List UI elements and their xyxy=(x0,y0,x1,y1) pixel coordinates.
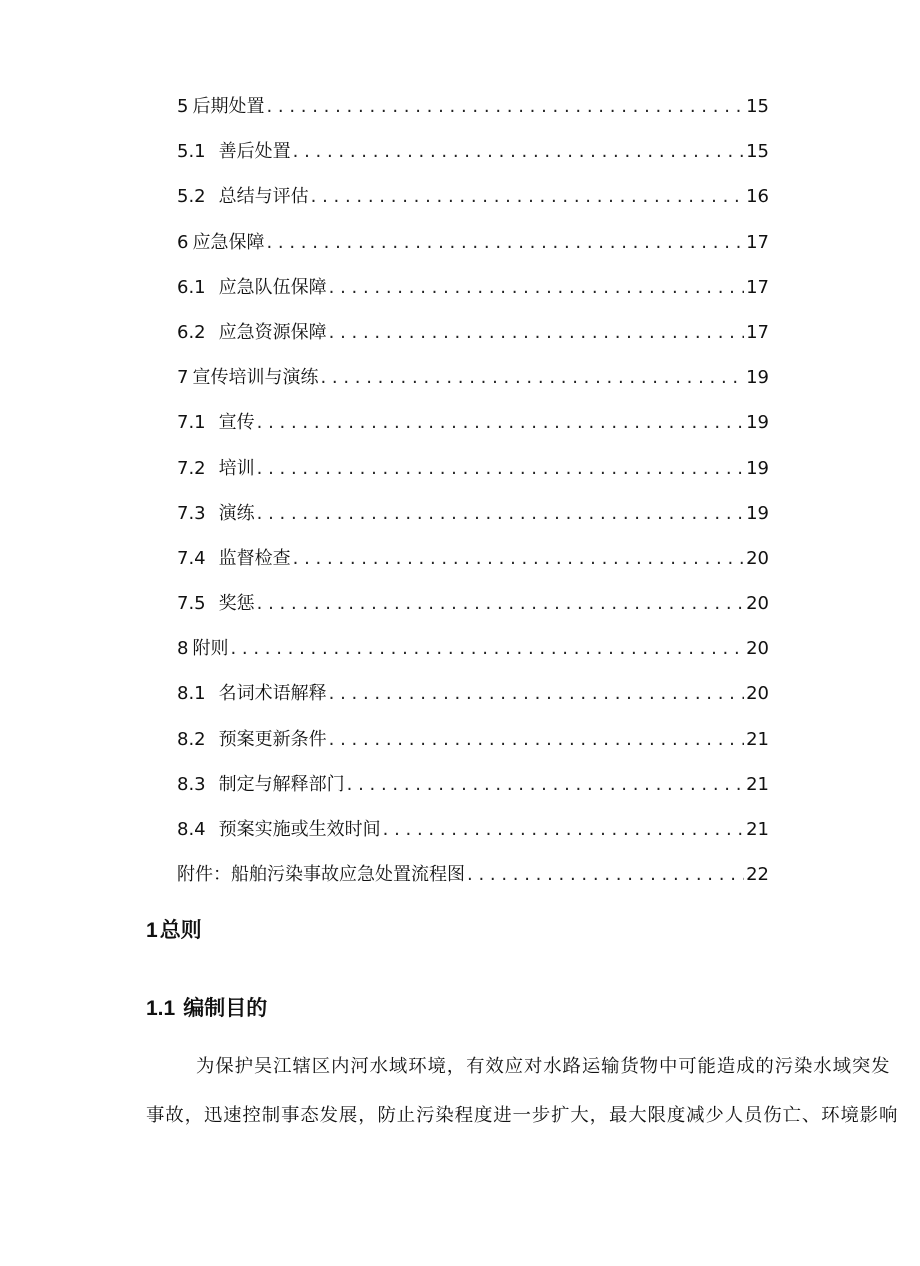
toc-entry-title: 宣传培训与演练 xyxy=(192,367,319,389)
toc-entry-number: 8.3 xyxy=(177,773,206,795)
toc-page-number: 20 xyxy=(746,547,769,569)
toc-entry-title: 预案更新条件 xyxy=(218,728,327,750)
section-number: 1.1 xyxy=(146,997,176,1020)
section-heading-general xyxy=(146,914,202,944)
toc-entry-title: 培训 xyxy=(218,457,255,479)
table-of-contents xyxy=(177,94,769,907)
toc-page-number: 19 xyxy=(746,502,769,524)
toc-dot-leader xyxy=(329,320,744,346)
toc-page-number: 21 xyxy=(746,819,769,840)
toc-entry[interactable] xyxy=(177,727,769,772)
toc-entry-number: 7 xyxy=(177,367,189,389)
toc-page-number: 19 xyxy=(746,457,769,479)
toc-entry[interactable] xyxy=(177,365,769,410)
toc-page-number: 20 xyxy=(746,638,769,660)
toc-entry-number: 8 xyxy=(177,638,189,660)
toc-entry-title: 应急队伍保障 xyxy=(218,276,327,298)
toc-page-number: 17 xyxy=(746,276,769,298)
toc-entry-number: 7.2 xyxy=(177,457,206,479)
toc-entry-number: 6.2 xyxy=(177,321,206,343)
toc-dot-leader xyxy=(311,184,744,210)
toc-dot-leader xyxy=(293,139,744,165)
toc-entry[interactable] xyxy=(177,817,769,862)
toc-entry-title: 宣传 xyxy=(218,412,255,434)
toc-entry[interactable] xyxy=(177,501,769,546)
toc-entry-number: 7.5 xyxy=(177,593,206,615)
toc-page-number: 16 xyxy=(746,186,769,208)
toc-dot-leader xyxy=(257,501,744,527)
toc-entry-title: 预案实施或生效时间 xyxy=(218,819,381,840)
toc-entry[interactable] xyxy=(177,772,769,817)
toc-entry-number: 6.1 xyxy=(177,276,206,298)
toc-entry[interactable] xyxy=(177,456,769,501)
toc-entry-title: 附则 xyxy=(192,638,229,660)
toc-dot-leader xyxy=(293,546,744,572)
toc-entry[interactable] xyxy=(177,681,769,726)
toc-page-number: 17 xyxy=(746,321,769,343)
toc-dot-leader xyxy=(320,365,744,391)
toc-entry-number: 5.2 xyxy=(177,186,206,208)
section-title: 编制目的 xyxy=(183,997,268,1020)
toc-dot-leader xyxy=(257,456,744,482)
paragraph-line: 为保护吴江辖区内河水域环境，有效应对水路运输货物中可能造成的污染水域突发 xyxy=(196,1056,891,1077)
toc-page-number: 19 xyxy=(746,412,769,434)
toc-entry-title: 善后处置 xyxy=(218,141,291,163)
toc-dot-leader xyxy=(257,410,744,436)
toc-entry-title: 名词术语解释 xyxy=(218,683,327,705)
toc-dot-leader xyxy=(329,681,744,707)
toc-page-number: 17 xyxy=(746,231,769,253)
toc-entry[interactable] xyxy=(177,410,769,455)
toc-entry[interactable] xyxy=(177,320,769,365)
toc-entry[interactable] xyxy=(177,862,769,907)
toc-entry-number: 6 xyxy=(177,231,189,253)
toc-dot-leader xyxy=(467,862,744,888)
toc-page-number: 20 xyxy=(746,683,769,705)
toc-page-number: 21 xyxy=(746,728,769,750)
toc-entry[interactable] xyxy=(177,139,769,184)
toc-dot-leader xyxy=(266,94,744,120)
toc-entry[interactable] xyxy=(177,591,769,636)
toc-entry-title: 应急资源保障 xyxy=(218,321,327,343)
toc-entry-number: 7.3 xyxy=(177,502,206,524)
section-number: 1 xyxy=(146,919,158,942)
toc-page-number: 20 xyxy=(746,593,769,615)
toc-entry-title: 应急保障 xyxy=(192,231,265,253)
toc-entry[interactable] xyxy=(177,230,769,275)
toc-entry[interactable] xyxy=(177,94,769,139)
toc-dot-leader xyxy=(329,727,744,753)
toc-dot-leader xyxy=(230,636,744,662)
toc-page-number: 22 xyxy=(746,864,769,886)
toc-dot-leader xyxy=(383,817,744,843)
toc-entry-number: 8.2 xyxy=(177,728,206,750)
toc-dot-leader xyxy=(257,591,744,617)
toc-entry-title: 演练 xyxy=(218,502,255,524)
toc-page-number: 19 xyxy=(746,367,769,389)
toc-entry-number: 5 xyxy=(177,96,189,117)
toc-entry-title: 监督检查 xyxy=(218,547,291,569)
toc-dot-leader xyxy=(266,230,744,256)
toc-entry[interactable] xyxy=(177,546,769,591)
toc-entry-title: 附件：船舶污染事故应急处置流程图 xyxy=(177,864,465,886)
toc-entry-title: 奖惩 xyxy=(218,593,255,615)
section-heading-purpose xyxy=(146,992,267,1022)
toc-entry-title: 制定与解释部门 xyxy=(218,773,345,795)
toc-page-number: 21 xyxy=(746,773,769,795)
toc-entry-number: 8.1 xyxy=(177,683,206,705)
toc-entry[interactable] xyxy=(177,275,769,320)
paragraph-line: 事故，迅速控制事态发展，防止污染程度进一步扩大，最大限度减少人员伤亡、环境影响 xyxy=(146,1105,899,1126)
toc-entry-number: 7.4 xyxy=(177,547,206,569)
toc-entry[interactable] xyxy=(177,636,769,681)
toc-entry[interactable] xyxy=(177,184,769,229)
toc-page-number: 15 xyxy=(746,141,769,163)
toc-entry-number: 7.1 xyxy=(177,412,206,434)
body-paragraph xyxy=(146,1042,912,1140)
toc-entry-number: 5.1 xyxy=(177,141,206,163)
toc-entry-title: 总结与评估 xyxy=(218,186,309,208)
toc-dot-leader xyxy=(329,275,744,301)
toc-page-number: 15 xyxy=(746,96,769,117)
toc-entry-number: 8.4 xyxy=(177,819,206,840)
section-title: 总则 xyxy=(159,919,202,942)
toc-dot-leader xyxy=(347,772,744,798)
toc-entry-title: 后期处置 xyxy=(192,96,265,117)
